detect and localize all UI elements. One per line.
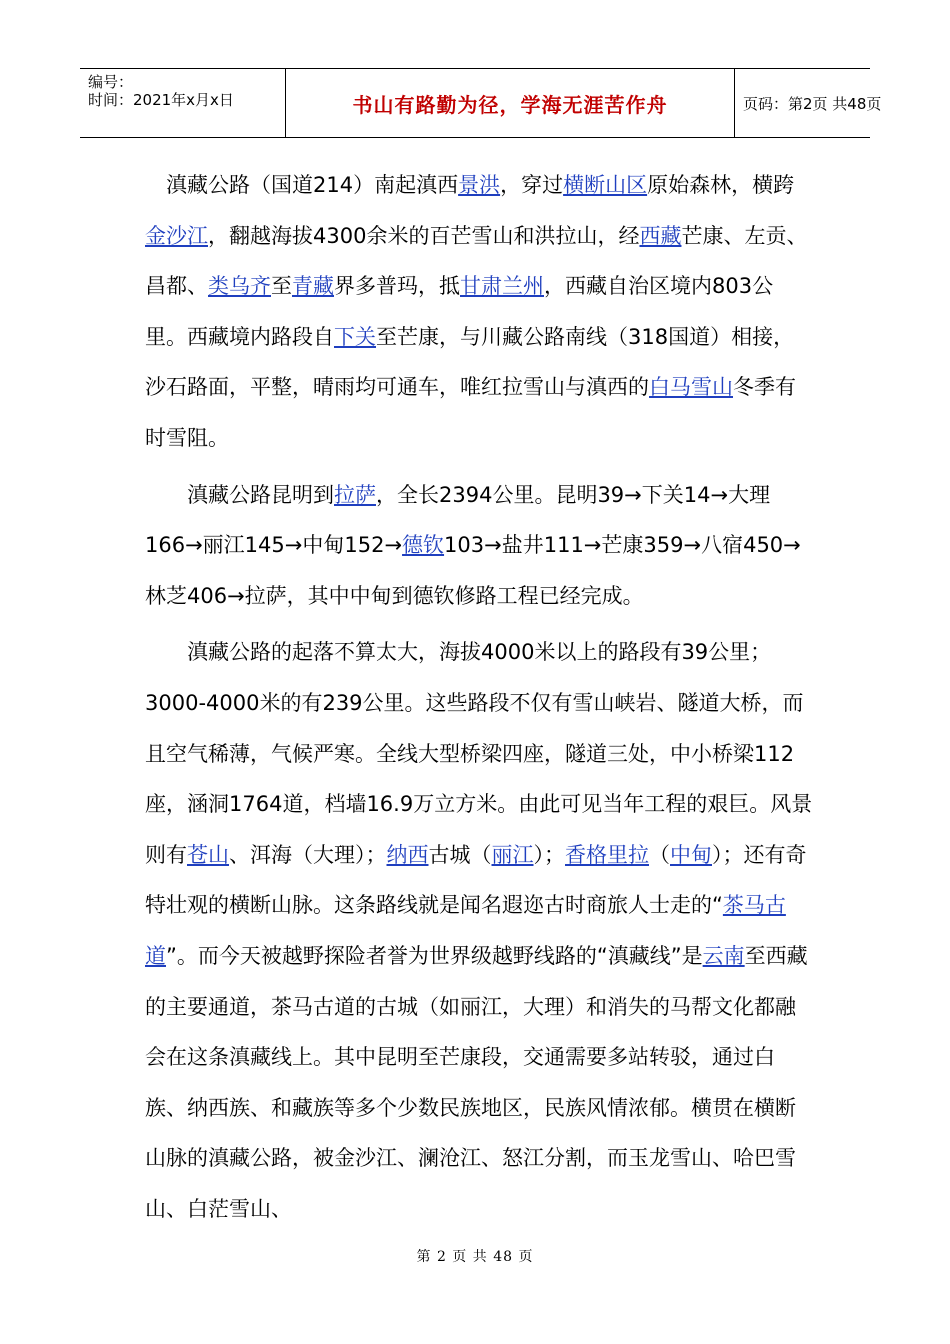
inline-link[interactable]: 青藏 — [292, 274, 334, 299]
paragraph-text: 至芒康，与川藏公路南线（318国道）相接，沙石路面，平整，晴雨均可通车，唯红拉雪山与滇西的 — [145, 324, 795, 400]
body-paragraph — [145, 470, 815, 622]
header-motto: 书山有路勤为径，学海无涯苦作舟 — [352, 92, 668, 117]
inline-link[interactable]: 甘肃兰州 — [460, 274, 544, 299]
date-line: 时间：2021年x月x日 — [88, 91, 234, 109]
inline-link[interactable]: 拉萨 — [334, 482, 376, 507]
inline-link[interactable]: 苍山 — [187, 842, 229, 867]
paragraph-text: ）；还有奇特壮观的横断山脉。这条路线就是闻名遐迩古时商旅人士走的“ — [145, 842, 807, 918]
doc-number-label: 编号： — [88, 73, 134, 91]
inline-link[interactable]: 下关 — [334, 324, 376, 349]
paragraph-text: ）； — [533, 842, 565, 867]
body-paragraph — [145, 627, 815, 1234]
inline-link[interactable]: 香格里拉 — [565, 842, 649, 867]
paragraph-text: 103→盐井111→芒康359→八宿450→林芝406→拉萨，其中中甸到德钦修路工程已经完成。 — [145, 533, 801, 608]
paragraph-text: 滇藏公路（国道214）南起滇西 — [166, 173, 459, 197]
paragraph-text: 古城（ — [428, 842, 492, 867]
inline-link[interactable]: 横断山区 — [563, 173, 648, 197]
paragraph-text: 至西藏的主要通道，茶马古道的古城（如丽江，大理）和消失的马帮文化都融会在这条滇藏线上。其中昆明至芒康段，交通需要多站转驳，通过白族、纳西族、和藏族等多个少数民族地区，民族风情浓郁。横贯在横断山脉的滇藏公路，被金沙江、澜沧江、怒江分割，而玉龙雪山、哈巴雪山、白茫雪山、 — [145, 943, 808, 1221]
inline-link[interactable]: 德钦 — [402, 533, 445, 558]
paragraph-text: 滇藏公路昆明到 — [187, 482, 334, 507]
paragraph-text: 芒康、左贡、昌都、 — [145, 223, 808, 299]
paragraph-text: ，全长2394公里。昆明39→下关14→大理166→丽江145→中甸152→ — [145, 482, 771, 558]
paragraph-text: 原始森林，横跨 — [647, 173, 795, 197]
inline-link[interactable]: 金沙江 — [145, 223, 208, 248]
header-page-cell — [733, 69, 882, 137]
inline-link[interactable]: 类乌齐 — [208, 274, 271, 299]
paragraph-text: 至 — [271, 274, 292, 299]
paragraph-text: 滇藏公路的起落不算太大，海拔4000米以上的路段有39公里；3000-4000米的有239公里。这些路段不仅有雪山峡岩、隧道大桥，而且空气稀薄，气候严寒。全线大型桥梁四座，隧道三处，中小桥梁112座，涵洞1764道，档墙16.9万立方米。由此可见当年工程的艰巨。风景则有 — [145, 640, 813, 867]
header-page-info: 页码：第2页 共48页 — [743, 94, 882, 113]
paragraph-text: 界多普玛，抵 — [334, 274, 460, 299]
header-motto-cell — [285, 69, 735, 137]
paragraph-text: （ — [649, 842, 670, 867]
paragraph-text: ，穿过 — [500, 173, 564, 197]
document-body — [145, 160, 815, 1240]
page-footer: 第 2 页 共 48 页 — [416, 1249, 534, 1265]
paragraph-text: ，西藏自治区境内803公里。西藏境内路段自 — [145, 274, 774, 349]
inline-link[interactable]: 景洪 — [458, 173, 501, 197]
inline-link[interactable]: 白马雪山 — [649, 375, 733, 400]
paragraph-text: 冬季有时雪阻。 — [145, 375, 796, 450]
inline-link[interactable]: 纳西 — [386, 842, 429, 867]
inline-link[interactable]: 茶马古道 — [145, 893, 786, 968]
inline-link[interactable]: 云南 — [702, 943, 745, 968]
inline-link[interactable]: 中甸 — [670, 842, 712, 867]
paragraph-text: 、洱海（大理）； — [229, 842, 387, 867]
paragraph-text: ”。而今天被越野探险者誉为世界级越野线路的“滇藏线”是 — [166, 943, 703, 968]
inline-link[interactable]: 丽江 — [491, 842, 534, 867]
paragraph-text: ，翻越海拔4300余米的百芒雪山和洪拉山，经 — [208, 223, 640, 248]
header-meta — [80, 69, 285, 137]
page-header — [80, 68, 882, 138]
body-paragraph — [145, 160, 815, 464]
inline-link[interactable]: 西藏 — [639, 223, 682, 248]
